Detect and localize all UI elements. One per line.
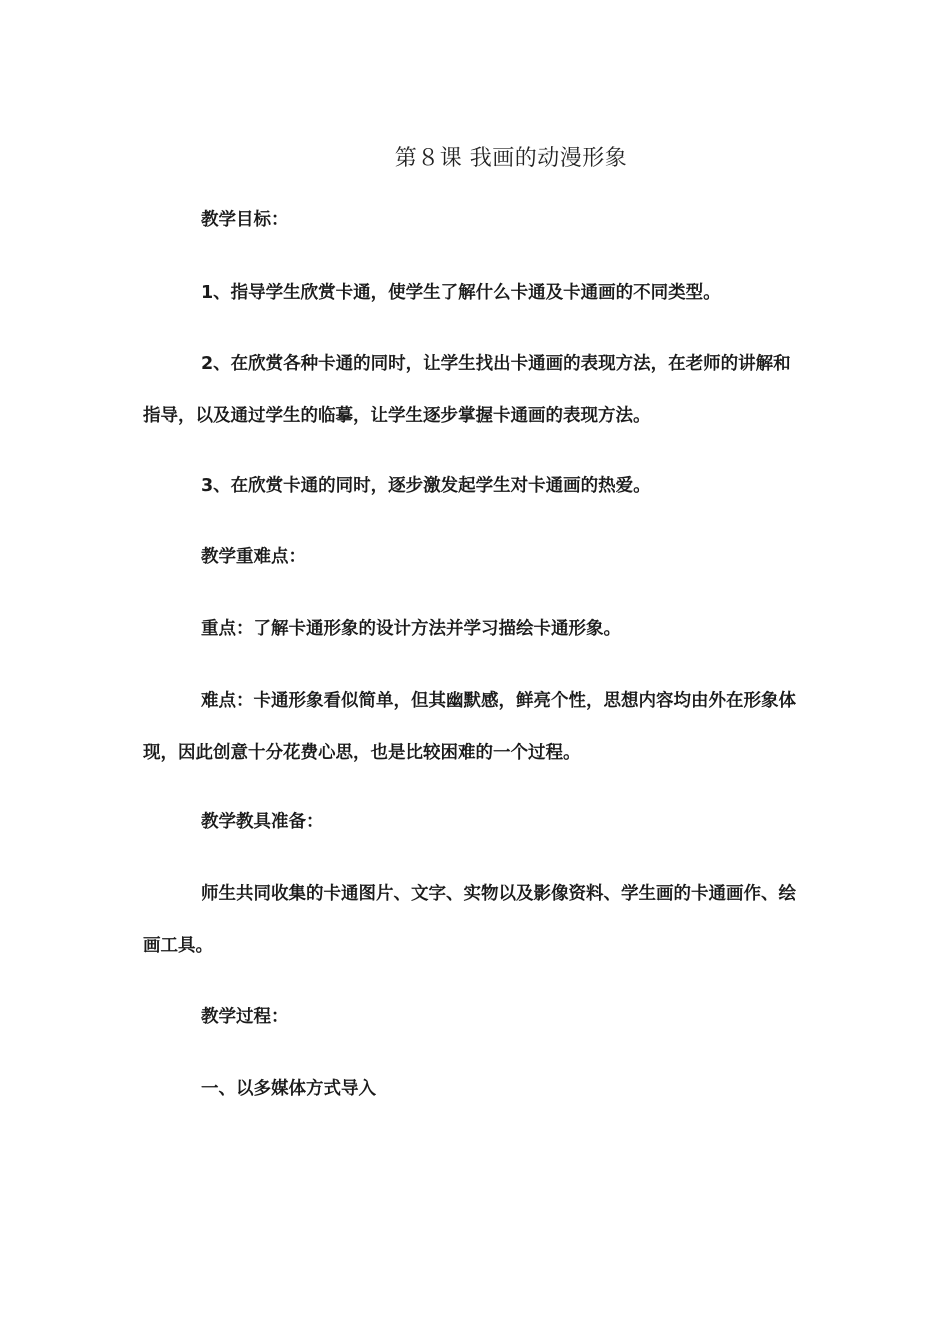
heading-key-difficult-points: 教学重难点：: [201, 547, 306, 567]
heading-teaching-objectives: 教学目标：: [201, 210, 289, 230]
objective-2: 2、在欣赏各种卡通的同时，让学生找出卡通画的表现方法，在老师的讲解和指导，以及通过学生的临摹，让学生逐步掌握卡通画的表现方法。: [143, 354, 791, 426]
heading-teaching-process: 教学过程：: [201, 1007, 289, 1027]
lesson-title: 第８课 我画的动漫形象: [394, 146, 628, 171]
process-step-1: 一、以多媒体方式导入: [201, 1079, 376, 1099]
difficult-point: 难点：卡通形象看似简单，但其幽默感，鲜亮个性，思想内容均由外在形象体现，因此创意十分花费心思，也是比较困难的一个过程。: [143, 691, 796, 763]
objective-1: 1、指导学生欣赏卡通，使学生了解什么卡通及卡通画的不同类型。: [201, 283, 721, 303]
objective-3: 3、在欣赏卡通的同时，逐步激发起学生对卡通画的热爱。: [201, 476, 651, 496]
key-point: 重点：了解卡通形象的设计方法并学习描绘卡通形象。: [201, 619, 621, 639]
teaching-aids-text: 师生共同收集的卡通图片、文字、实物以及影像资料、学生画的卡通画作、绘画工具。: [143, 884, 796, 956]
heading-teaching-aids: 教学教具准备：: [201, 812, 324, 832]
